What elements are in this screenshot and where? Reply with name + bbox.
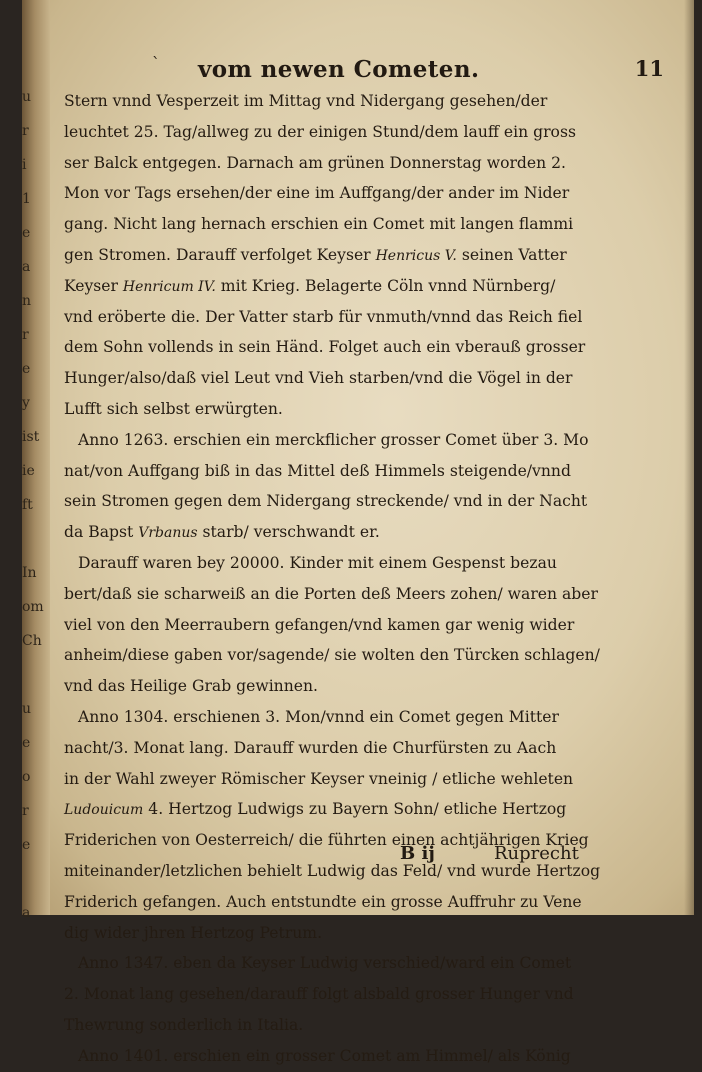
margin-fragment: i <box>22 157 27 173</box>
text-line <box>64 456 596 487</box>
text-line <box>64 425 596 456</box>
text-segment: mit Krieg. Belagerte Cöln vnnd Nürnberg/ <box>215 276 556 295</box>
text-segment: Hunger/also/daß viel Leut vnd Vieh starben/vnd die Vögel in der <box>64 369 573 388</box>
margin-fragment: 1 <box>22 191 31 207</box>
signature-mark: B ij <box>400 843 435 864</box>
margin-fragment: e <box>22 837 31 853</box>
margin-fragment <box>22 862 46 896</box>
margin-fragment <box>22 522 46 556</box>
body-text <box>64 86 601 1072</box>
text-line <box>64 610 596 641</box>
margin-fragment: Ch <box>22 633 42 649</box>
text-line <box>64 640 600 671</box>
text-segment: nat/von Auffgang biß in das Mittel deß Himmels steigende/vnnd <box>64 461 571 480</box>
text-segment: leuchtet 25. Tag/allweg zu der einigen Stund/dem lauff ein gross <box>64 122 576 141</box>
margin-fragment: a <box>22 905 31 921</box>
text-line <box>64 394 596 425</box>
margin-fragment: u <box>22 701 32 717</box>
text-line <box>64 302 596 333</box>
page-title: vom newen Cometen. <box>198 56 480 83</box>
text-line <box>64 671 596 702</box>
margin-fragment: e <box>22 735 31 751</box>
margin-fragment: o <box>22 769 31 785</box>
text-line <box>64 979 596 1010</box>
page-edge-shadow <box>684 0 694 915</box>
margin-fragment: n <box>22 293 32 309</box>
text-segment: gang. Nicht lang hernach erschien ein Comet mit langen flammi <box>64 215 574 234</box>
latin-name: Henricum IV. <box>122 278 216 295</box>
text-segment: Friderich gefangen. Auch entstundte ein grosse Auffruhr zu Vene <box>64 892 582 911</box>
page-number: 11 <box>634 56 664 81</box>
margin-fragment: ft <box>22 497 33 513</box>
text-line <box>64 887 596 918</box>
text-line <box>64 579 596 610</box>
text-segment: Mon vor Tags ersehen/der eine im Auffgang/der ander im Nider <box>64 184 570 203</box>
margin-fragment: ie <box>22 463 35 479</box>
text-segment: seinen Vatter <box>456 245 567 264</box>
text-line <box>64 486 596 517</box>
text-segment: starb/ verschwandt er. <box>197 523 380 542</box>
text-segment: dem Sohn vollends in sein Händ. Folget auch ein vberauß grosser <box>64 338 586 357</box>
text-segment: Anno 1304. erschienen 3. Mon/vnnd ein Comet gegen Mitter <box>78 707 559 726</box>
margin-fragment: ist <box>22 429 40 445</box>
text-line <box>64 733 596 764</box>
text-segment: Friderichen von Oesterreich/ die führten einen achtjährigen Krieg <box>64 831 589 850</box>
text-segment: nacht/3. Monat lang. Darauff wurden die Churfürsten zu Aach <box>64 738 557 757</box>
text-line <box>64 794 596 825</box>
facing-page-margin <box>22 80 46 930</box>
text-line <box>64 178 596 209</box>
text-segment: anheim/diese gaben vor/sagende/ sie wolten den Türcken schlagen/ <box>64 646 600 665</box>
book-page <box>22 0 694 1065</box>
text-segment: Keyser <box>64 276 123 295</box>
text-line <box>64 271 596 302</box>
text-line <box>64 764 596 795</box>
page-footer <box>64 839 596 873</box>
catchword: Ruprecht <box>494 843 579 864</box>
text-line <box>64 702 596 733</box>
margin-fragment: u <box>22 89 32 105</box>
text-line <box>64 548 596 579</box>
latin-name: Ludouicum <box>64 802 144 819</box>
text-segment: da Bapst <box>64 523 139 542</box>
text-segment: Thewrung sonderlich in Italia. <box>64 1015 304 1034</box>
margin-fragment: om <box>22 599 44 615</box>
text-line <box>64 117 596 148</box>
text-line <box>64 363 596 394</box>
header-mark: ` <box>152 54 160 73</box>
text-line <box>64 517 596 548</box>
text-segment: sein Stromen gegen dem Nidergang streckende/ vnd in der Nacht <box>64 492 588 511</box>
margin-fragment: e <box>22 361 31 377</box>
text-line <box>64 209 596 240</box>
text-line <box>64 86 596 117</box>
text-segment: in der Wahl zweyer Römischer Keyser vneinig / etliche wehleten <box>64 769 574 788</box>
text-line <box>64 332 596 363</box>
text-segment: 2. Monat lang gesehen/darauff folgt alsbald grosser Hunger vnd <box>64 985 574 1004</box>
text-line <box>64 948 596 979</box>
margin-fragment <box>22 658 46 692</box>
text-segment: miteinander/letzlichen behielt Ludwig das Feld/ vnd wurde Hertzog <box>64 861 601 880</box>
text-segment: Anno 1401. erschien ein grosser Comet am Himmel/ als König <box>78 1046 571 1065</box>
margin-fragment: r <box>22 327 29 343</box>
text-segment: Anno 1263. erschien ein merckflicher grosser Comet über 3. Mo <box>78 430 589 449</box>
margin-fragment: a <box>22 259 31 275</box>
text-line <box>64 148 596 179</box>
text-segment: dig wider jhren Hertzog Petrum. <box>64 923 323 942</box>
text-line <box>64 1041 596 1072</box>
text-line <box>64 1010 596 1041</box>
text-segment: 4. Hertzog Ludwigs zu Bayern Sohn/ etliche Hertzog <box>143 800 567 819</box>
margin-fragment: r <box>22 123 29 139</box>
text-segment: vnd das Heilige Grab gewinnen. <box>64 677 318 696</box>
margin-fragment: In <box>22 565 37 581</box>
text-line <box>64 918 596 949</box>
margin-fragment: e <box>22 225 31 241</box>
running-header <box>90 52 670 88</box>
text-segment: gen Stromen. Darauff verfolget Keyser <box>64 245 376 264</box>
text-segment: Anno 1347. eben da Keyser Ludwig verschied/ward ein Comet <box>78 954 572 973</box>
text-line <box>64 240 596 271</box>
margin-fragment: r <box>22 803 29 819</box>
text-segment: Darauff waren bey 20000. Kinder mit einem Gespenst bezau <box>78 553 557 572</box>
text-segment: viel von den Meerraubern gefangen/vnd kamen gar wenig wider <box>64 615 575 634</box>
latin-name: Henricus V. <box>375 247 457 264</box>
text-segment: vnd eröberte die. Der Vatter starb für vnmuth/vnnd das Reich fiel <box>64 307 583 326</box>
text-segment: ser Balck entgegen. Darnach am grünen Donnerstag worden 2. <box>64 153 566 172</box>
text-segment: Stern vnnd Vesperzeit im Mittag vnd Nidergang gesehen/der <box>64 92 548 110</box>
text-segment: bert/daß sie scharweiß an die Porten deß Meers zohen/ waren aber <box>64 584 598 603</box>
latin-name: Vrbanus <box>138 525 198 542</box>
text-segment: Lufft sich selbst erwürgten. <box>64 399 283 418</box>
margin-fragment: y <box>22 395 30 411</box>
